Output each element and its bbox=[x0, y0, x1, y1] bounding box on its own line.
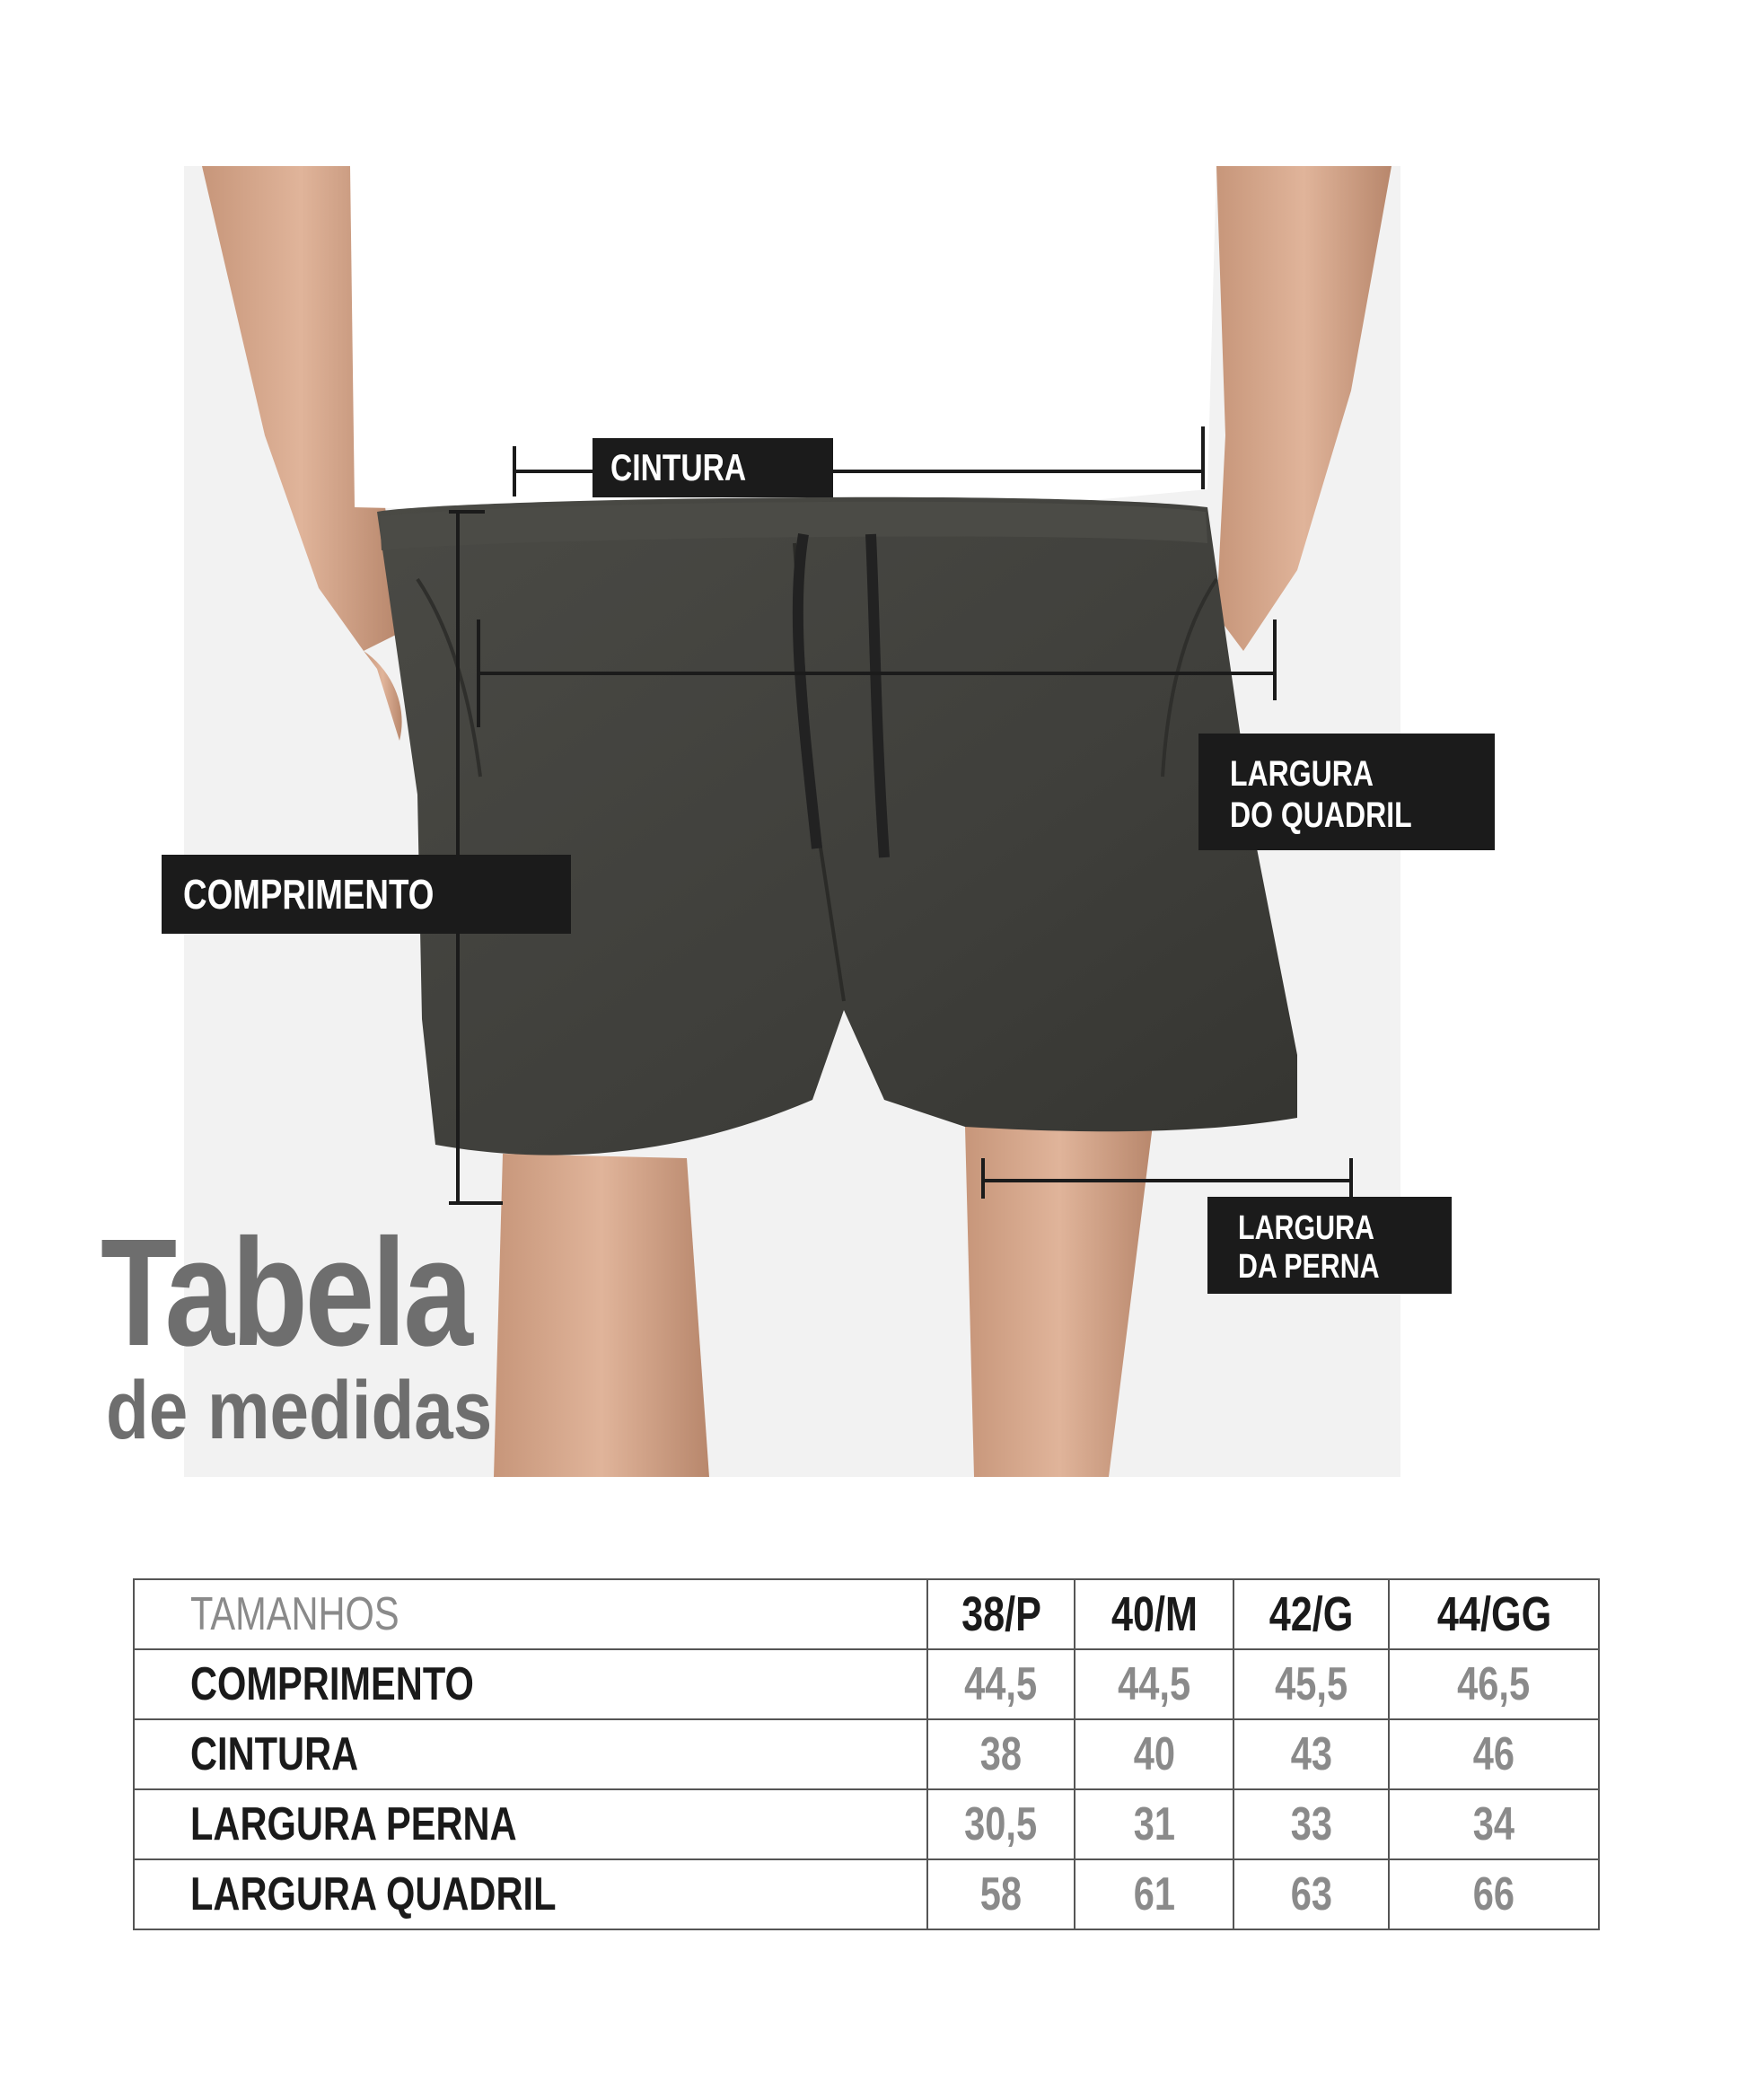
waist-label-text: CINTURA bbox=[610, 446, 747, 488]
size-table bbox=[133, 1578, 1600, 1930]
table-header-label: TAMANHOS bbox=[134, 1579, 927, 1649]
table-header-row bbox=[134, 1579, 1599, 1649]
table-cell: 40 bbox=[1075, 1719, 1233, 1789]
table-cell: 38 bbox=[927, 1719, 1075, 1789]
size-header: 42/G bbox=[1233, 1579, 1389, 1649]
length-label-text: COMPRIMENTO bbox=[183, 871, 435, 918]
table-cell: 63 bbox=[1233, 1859, 1389, 1929]
table-cell: 45,5 bbox=[1233, 1649, 1389, 1719]
length-label bbox=[162, 855, 571, 934]
row-label: CINTURA bbox=[134, 1719, 927, 1789]
table-cell: 34 bbox=[1389, 1789, 1599, 1859]
hip-label bbox=[1198, 734, 1495, 850]
table-cell: 30,5 bbox=[927, 1789, 1075, 1859]
table-cell: 46,5 bbox=[1389, 1649, 1599, 1719]
hip-label-line2: DO QUADRIL bbox=[1230, 795, 1412, 835]
row-label: LARGURA PERNA bbox=[134, 1789, 927, 1859]
table-cell: 61 bbox=[1075, 1859, 1233, 1929]
leg-label-line1: LARGURA bbox=[1238, 1209, 1374, 1247]
table-cell: 31 bbox=[1075, 1789, 1233, 1859]
page-title: Tabela bbox=[101, 1208, 470, 1378]
page-subtitle: de medidas bbox=[106, 1365, 493, 1456]
table-row bbox=[134, 1649, 1599, 1719]
table-cell: 33 bbox=[1233, 1789, 1389, 1859]
table-cell: 58 bbox=[927, 1859, 1075, 1929]
table-cell: 43 bbox=[1233, 1719, 1389, 1789]
leg-label-line2: DA PERNA bbox=[1238, 1248, 1380, 1286]
size-header: 40/M bbox=[1075, 1579, 1233, 1649]
table-row bbox=[134, 1859, 1599, 1929]
table-cell: 66 bbox=[1389, 1859, 1599, 1929]
size-header: 38/P bbox=[927, 1579, 1075, 1649]
row-label: LARGURA QUADRIL bbox=[134, 1859, 927, 1929]
leg-label bbox=[1207, 1197, 1452, 1294]
hip-label-line1: LARGURA bbox=[1230, 754, 1374, 794]
row-label: COMPRIMENTO bbox=[134, 1649, 927, 1719]
table-cell: 44,5 bbox=[1075, 1649, 1233, 1719]
waist-label bbox=[593, 438, 833, 497]
table-cell: 44,5 bbox=[927, 1649, 1075, 1719]
size-header: 44/GG bbox=[1389, 1579, 1599, 1649]
table-row bbox=[134, 1789, 1599, 1859]
table-cell: 46 bbox=[1389, 1719, 1599, 1789]
table-row bbox=[134, 1719, 1599, 1789]
